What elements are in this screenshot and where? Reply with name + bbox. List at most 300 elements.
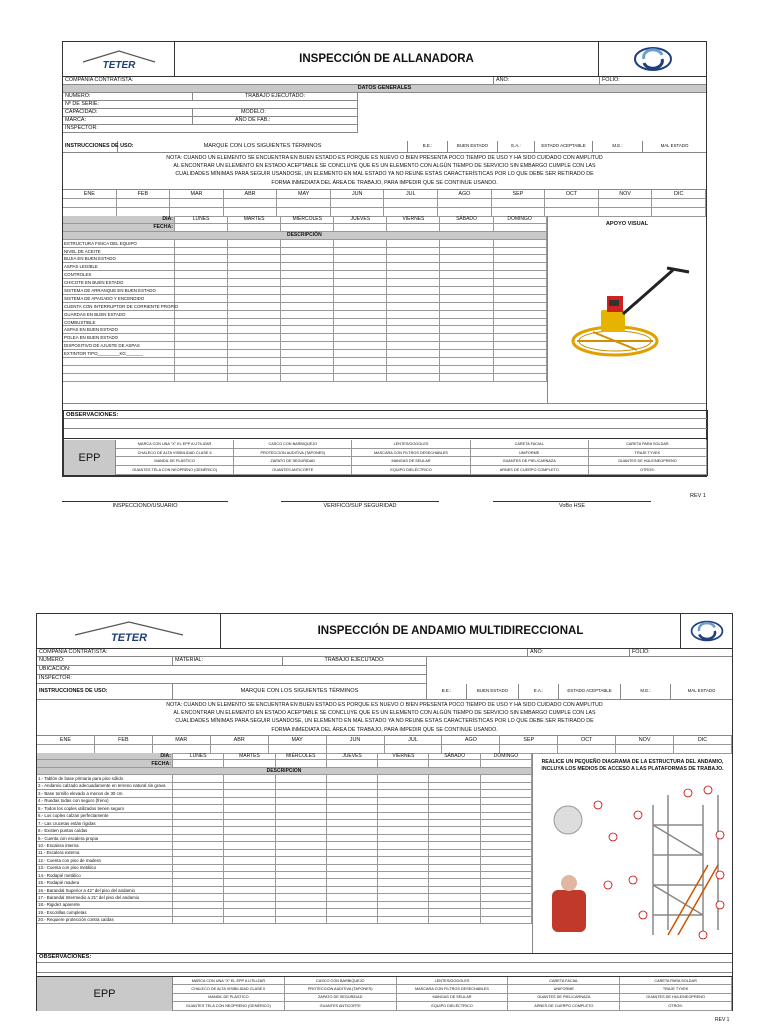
checklist-cell[interactable] <box>334 240 387 248</box>
checklist-cell[interactable] <box>440 255 493 263</box>
checklist-cell[interactable] <box>334 295 387 303</box>
empty-row-cell <box>175 366 228 374</box>
checklist-cell[interactable] <box>175 303 228 311</box>
checklist-cell[interactable] <box>481 894 532 901</box>
checklist-cell[interactable] <box>228 263 281 271</box>
epp-option[interactable]: GUANTES DE HULE/NEOPRENO <box>589 457 707 466</box>
checklist-cell[interactable] <box>224 783 275 790</box>
checklist-cell[interactable] <box>481 872 532 879</box>
checklist-cell[interactable] <box>387 326 440 334</box>
epp-option[interactable]: EQUIPO DIELÉCTRICO <box>352 466 470 475</box>
checklist-cell[interactable] <box>173 879 224 886</box>
checklist-cell[interactable] <box>281 350 334 358</box>
checklist-cell[interactable] <box>281 248 334 256</box>
checklist-cell[interactable] <box>429 783 480 790</box>
epp-option[interactable]: MANGAS DE SEULAR <box>352 457 470 466</box>
material-label: MATERIAL: <box>173 657 283 666</box>
checklist-cell[interactable] <box>224 872 275 879</box>
checklist-cell[interactable] <box>276 842 327 849</box>
epp-option[interactable]: GUANTES ANTICORTE <box>234 466 352 475</box>
checklist-cell[interactable] <box>378 909 429 916</box>
checklist-cell[interactable] <box>387 263 440 271</box>
epp-option[interactable]: CARETA PARA SOLDAR <box>589 440 707 449</box>
checklist-cell[interactable] <box>387 334 440 342</box>
checklist-cell[interactable] <box>334 248 387 256</box>
checklist-cell[interactable] <box>429 813 480 820</box>
checklist-cell[interactable] <box>429 872 480 879</box>
checklist-cell[interactable] <box>224 917 275 924</box>
checklist-cell[interactable] <box>327 865 378 872</box>
checklist-cell[interactable] <box>327 857 378 864</box>
checklist-cell[interactable] <box>224 798 275 805</box>
checklist-cell[interactable] <box>440 271 493 279</box>
checklist-cell[interactable] <box>387 342 440 350</box>
checklist-cell[interactable] <box>429 865 480 872</box>
checklist-cell[interactable] <box>387 271 440 279</box>
checklist-cell[interactable] <box>378 835 429 842</box>
checklist-cell[interactable] <box>173 813 224 820</box>
checklist-cell[interactable] <box>387 303 440 311</box>
epp-option[interactable]: ARNES DE CUERPO COMPLETO <box>471 466 589 475</box>
checklist-cell[interactable] <box>378 872 429 879</box>
checklist-cell[interactable] <box>173 798 224 805</box>
checklist-cell[interactable] <box>481 909 532 916</box>
checklist-cell[interactable] <box>276 879 327 886</box>
checklist-cell[interactable] <box>228 334 281 342</box>
checklist-cell[interactable] <box>378 857 429 864</box>
checklist-cell[interactable] <box>481 902 532 909</box>
checklist-cell[interactable] <box>173 805 224 812</box>
checklist-cell[interactable] <box>281 279 334 287</box>
checklist-cell[interactable] <box>494 326 547 334</box>
checklist-cell[interactable] <box>429 879 480 886</box>
checklist-cell[interactable] <box>494 295 547 303</box>
checklist-cell[interactable] <box>429 902 480 909</box>
checklist-cell[interactable] <box>175 279 228 287</box>
checklist-cell[interactable] <box>440 263 493 271</box>
checklist-cell[interactable] <box>494 248 547 256</box>
epp-option[interactable]: MARCA CON UNA "X" EL EPP A UTILIZAR <box>116 440 234 449</box>
checklist-cell[interactable] <box>387 295 440 303</box>
epp-option[interactable]: MARCA CON UNA "X" EL EPP A UTILIZAR <box>173 977 285 985</box>
epp-option[interactable]: LENTES/GOGGLES <box>397 977 509 985</box>
checklist-cell[interactable] <box>173 835 224 842</box>
checklist-cell[interactable] <box>173 842 224 849</box>
day-header: MARTES <box>228 216 281 224</box>
checklist-cell[interactable] <box>440 319 493 327</box>
checklist-cell[interactable] <box>224 879 275 886</box>
checklist-cell[interactable] <box>327 783 378 790</box>
checklist-cell[interactable] <box>281 287 334 295</box>
checklist-cell[interactable] <box>175 326 228 334</box>
epp-option[interactable]: UNIFORME <box>471 449 589 458</box>
checklist-cell[interactable] <box>494 303 547 311</box>
epp-option[interactable]: GUANTES TELA CON NEOPRENO (GENÉRICO) <box>116 466 234 475</box>
checklist-cell[interactable] <box>228 350 281 358</box>
checklist-cell[interactable] <box>327 842 378 849</box>
checklist-cell[interactable] <box>327 835 378 842</box>
checklist-cell[interactable] <box>429 917 480 924</box>
checklist-cell[interactable] <box>327 917 378 924</box>
checklist-cell[interactable] <box>327 805 378 812</box>
epp-option[interactable]: CARETA PARA SOLDAR <box>620 977 732 985</box>
checklist-cell[interactable] <box>334 263 387 271</box>
checklist-cell[interactable] <box>175 240 228 248</box>
checklist-cell[interactable] <box>429 775 480 782</box>
checklist-cell[interactable] <box>387 248 440 256</box>
checklist-cell[interactable] <box>327 879 378 886</box>
checklist-cell[interactable] <box>387 255 440 263</box>
checklist-cell[interactable] <box>494 342 547 350</box>
checklist-cell[interactable] <box>327 775 378 782</box>
checklist-cell[interactable] <box>494 271 547 279</box>
checklist-cell[interactable] <box>334 303 387 311</box>
checklist-cell[interactable] <box>378 902 429 909</box>
checklist-cell[interactable] <box>281 240 334 248</box>
checklist-cell[interactable] <box>378 827 429 834</box>
epp-option[interactable]: OTROS: <box>620 1002 732 1010</box>
checklist-cell[interactable] <box>224 857 275 864</box>
checklist-cell[interactable] <box>224 887 275 894</box>
checklist-cell[interactable] <box>175 350 228 358</box>
epp-option[interactable]: TRAJE TYVEK <box>589 449 707 458</box>
checklist-cell[interactable] <box>429 805 480 812</box>
checklist-cell[interactable] <box>175 295 228 303</box>
checklist-cell[interactable] <box>276 857 327 864</box>
checklist-cell[interactable] <box>334 326 387 334</box>
checklist-cell[interactable] <box>276 798 327 805</box>
checklist-cell[interactable] <box>173 894 224 901</box>
checklist-cell[interactable] <box>429 835 480 842</box>
checklist-cell[interactable] <box>481 827 532 834</box>
checklist-cell[interactable] <box>481 820 532 827</box>
checklist-cell[interactable] <box>481 775 532 782</box>
checklist-cell[interactable] <box>494 255 547 263</box>
checklist-cell[interactable] <box>481 879 532 886</box>
epp-option[interactable]: CHALECO DE ALTA VISIBILIDAD CLASE II <box>173 985 285 993</box>
checklist-cell[interactable] <box>494 279 547 287</box>
checklist-cell[interactable] <box>173 865 224 872</box>
checklist-cell[interactable] <box>327 902 378 909</box>
checklist-cell[interactable] <box>494 350 547 358</box>
checklist-cell[interactable] <box>387 350 440 358</box>
checklist-cell[interactable] <box>173 887 224 894</box>
epp-option[interactable]: GUANTES TELA CON NEOPRENO (GENÉRICO) <box>173 1002 285 1010</box>
checklist-cell[interactable] <box>281 311 334 319</box>
checklist-cell[interactable] <box>378 783 429 790</box>
checklist-cell[interactable] <box>228 248 281 256</box>
checklist-cell[interactable] <box>481 865 532 872</box>
epp-option[interactable]: MANDIL DE PLÁSTICO <box>173 994 285 1002</box>
checklist-cell[interactable] <box>481 790 532 797</box>
checklist-cell[interactable] <box>228 240 281 248</box>
checklist-cell[interactable] <box>378 805 429 812</box>
epp-option[interactable]: CASCO CON BARBIQUEJO <box>285 977 397 985</box>
checklist-cell[interactable] <box>481 887 532 894</box>
epp-option[interactable]: CARETA FACIAL <box>508 977 620 985</box>
checklist-cell[interactable] <box>173 872 224 879</box>
checklist-cell[interactable] <box>276 805 327 812</box>
checklist-cell[interactable] <box>276 902 327 909</box>
checklist-cell[interactable] <box>429 827 480 834</box>
checklist-cell[interactable] <box>173 790 224 797</box>
checklist-cell[interactable] <box>276 820 327 827</box>
checklist-cell[interactable] <box>228 295 281 303</box>
checklist-cell[interactable] <box>281 303 334 311</box>
checklist-cell[interactable] <box>334 342 387 350</box>
checklist-cell[interactable] <box>429 887 480 894</box>
checklist-cell[interactable] <box>378 813 429 820</box>
epp-option[interactable]: UNIFORME <box>508 985 620 993</box>
day-header: JUEVES <box>327 753 378 760</box>
checklist-cell[interactable] <box>276 872 327 879</box>
epp-option[interactable]: ZAPATO DE SEGURIDAD <box>234 457 352 466</box>
checklist-cell[interactable] <box>173 902 224 909</box>
checklist-cell[interactable] <box>224 805 275 812</box>
checklist-cell[interactable] <box>494 319 547 327</box>
checklist-cell[interactable] <box>175 248 228 256</box>
epp-option[interactable]: MANDIL DE PLÁSTICO <box>116 457 234 466</box>
checklist-cell[interactable] <box>334 334 387 342</box>
checklist-cell[interactable] <box>173 917 224 924</box>
checklist-cell[interactable] <box>175 342 228 350</box>
checklist-cell[interactable] <box>481 850 532 857</box>
checklist-cell[interactable] <box>494 287 547 295</box>
checklist-cell[interactable] <box>228 326 281 334</box>
checklist-cell[interactable] <box>228 255 281 263</box>
checklist-cell[interactable] <box>334 271 387 279</box>
checklist-cell[interactable] <box>334 350 387 358</box>
checklist-cell[interactable] <box>175 271 228 279</box>
checklist-cell[interactable] <box>276 827 327 834</box>
checklist-cell[interactable] <box>327 887 378 894</box>
checklist-item-label: EXTINTOR TIPO_________KG_______ <box>63 350 175 358</box>
checklist-cell[interactable] <box>327 894 378 901</box>
checklist-cell[interactable] <box>440 334 493 342</box>
empty-row-cell <box>334 374 387 382</box>
fecha-label: FECHA: <box>37 760 173 767</box>
checklist-cell[interactable] <box>224 827 275 834</box>
checklist-cell[interactable] <box>387 287 440 295</box>
checklist-cell[interactable] <box>175 287 228 295</box>
checklist-cell[interactable] <box>228 279 281 287</box>
checklist-cell[interactable] <box>173 775 224 782</box>
checklist-cell[interactable] <box>276 909 327 916</box>
checklist-cell[interactable] <box>224 909 275 916</box>
checklist-cell[interactable] <box>175 311 228 319</box>
epp-option[interactable]: MANGAS DE SEULAR <box>397 994 509 1002</box>
checklist-cell[interactable] <box>173 783 224 790</box>
checklist-cell[interactable] <box>481 917 532 924</box>
empty-row-cell <box>63 366 175 374</box>
checklist-cell[interactable] <box>334 287 387 295</box>
checklist-cell[interactable] <box>175 319 228 327</box>
checklist-cell[interactable] <box>281 263 334 271</box>
epp-option[interactable]: GUANTES DE PIEL/CARNAZA <box>508 994 620 1002</box>
checklist-cell[interactable] <box>224 865 275 872</box>
checklist-cell[interactable] <box>327 850 378 857</box>
checklist-cell[interactable] <box>334 319 387 327</box>
checklist-cell[interactable] <box>440 295 493 303</box>
checklist-cell[interactable] <box>481 842 532 849</box>
checklist-cell[interactable] <box>481 783 532 790</box>
epp-option[interactable]: GUANTES DE PIEL/CARNAZA <box>471 457 589 466</box>
checklist-cell[interactable] <box>173 909 224 916</box>
checklist-cell[interactable] <box>481 857 532 864</box>
checklist-cell[interactable] <box>276 783 327 790</box>
checklist-cell[interactable] <box>224 813 275 820</box>
checklist-cell[interactable] <box>378 798 429 805</box>
checklist-cell[interactable] <box>334 311 387 319</box>
checklist-cell[interactable] <box>429 842 480 849</box>
checklist-cell[interactable] <box>440 248 493 256</box>
checklist-cell[interactable] <box>228 311 281 319</box>
checklist-cell[interactable] <box>281 319 334 327</box>
checklist-cell[interactable] <box>173 857 224 864</box>
checklist-cell[interactable] <box>175 255 228 263</box>
empty-row-cell <box>63 374 175 382</box>
checklist-cell[interactable] <box>481 835 532 842</box>
checklist-cell[interactable] <box>175 263 228 271</box>
descripcion-header: DESCRIPCION <box>37 768 532 775</box>
checklist-cell[interactable] <box>327 820 378 827</box>
trabajo-label: TRABAJO EJECUTADO: <box>193 93 358 101</box>
epp-option[interactable]: LENTES/GOGGLES <box>352 440 470 449</box>
checklist-cell[interactable] <box>481 798 532 805</box>
checklist-cell[interactable] <box>327 790 378 797</box>
checklist-cell[interactable] <box>173 820 224 827</box>
checklist-cell[interactable] <box>378 775 429 782</box>
checklist-cell[interactable] <box>429 894 480 901</box>
checklist-cell[interactable] <box>224 850 275 857</box>
checklist-cell[interactable] <box>494 263 547 271</box>
epp-option[interactable]: GUANTES DE HULE/NEOPRENO <box>620 994 732 1002</box>
checklist-cell[interactable] <box>440 342 493 350</box>
epp-option[interactable]: MASCARA CON FILTROS DESECHABLES <box>397 985 509 993</box>
checklist-cell[interactable] <box>224 820 275 827</box>
checklist-cell[interactable] <box>276 850 327 857</box>
checklist-cell[interactable] <box>334 255 387 263</box>
checklist-cell[interactable] <box>281 295 334 303</box>
checklist-cell[interactable] <box>327 872 378 879</box>
checklist-cell[interactable] <box>440 326 493 334</box>
checklist-cell[interactable] <box>276 865 327 872</box>
checklist-cell[interactable] <box>173 827 224 834</box>
checklist-cell[interactable] <box>494 311 547 319</box>
checklist-cell[interactable] <box>224 902 275 909</box>
epp-option[interactable]: CASCO CON BARBIQUEJO <box>234 440 352 449</box>
fecha-label: FECHA: <box>63 224 175 232</box>
epp-option[interactable]: PROTECCION AUDITIVA (TAPONES) <box>234 449 352 458</box>
checklist-cell[interactable] <box>276 917 327 924</box>
checklist-cell[interactable] <box>378 865 429 872</box>
checklist-cell[interactable] <box>387 279 440 287</box>
epp-option[interactable]: OTROS: <box>589 466 707 475</box>
checklist-cell[interactable] <box>276 835 327 842</box>
checklist-cell[interactable] <box>429 798 480 805</box>
checklist-cell[interactable] <box>494 240 547 248</box>
checklist-cell[interactable] <box>224 835 275 842</box>
epp-option[interactable]: TRAJE TYVEK <box>620 985 732 993</box>
epp-option[interactable]: CARETA FACIAL <box>471 440 589 449</box>
checklist-cell[interactable] <box>228 287 281 295</box>
empty-row-cell <box>228 366 281 374</box>
checklist-cell[interactable] <box>276 894 327 901</box>
checklist-cell[interactable] <box>281 271 334 279</box>
checklist-cell[interactable] <box>378 850 429 857</box>
usage-note: NOTA: CUANDO UN ELEMENTO SE ENCUENTRA EN BUEN ESTADO ES PORQUE ES NUEVO O BIEN PRESENTA POCO TIEMPO DE USO Y HA SIDO CUIDADO CON AMPLITUD AL ENCONTRAR UN ELEMENTO EN ESTADO ACEPTABLE SE CONCLUYE QUE ES UN ELEMENTO CON ALGÚN TIEMPO DE SERVICIO SIN EMBARGO CUMPLE CON LAS CUALIDADES MÍNIMAS PARA SEGUIR USANDOSE, UN ELEMENTO EN MAL ESTADO YA NO REUNE ESTAS CARACTERÍSTICAS POR LO QUE DEBE SER RETIRADO DE FORMA INMEDIATA DEL ÁREA DE TRABAJO, PARA IMPEDIR QUE SE CONTINUE USANDO. <box>166 702 603 733</box>
checklist-cell[interactable] <box>334 279 387 287</box>
checklist-cell[interactable] <box>276 775 327 782</box>
checklist-cell[interactable] <box>378 879 429 886</box>
epp-option[interactable]: ARNES DE CUERPO COMPLETO <box>508 1002 620 1010</box>
checklist-cell[interactable] <box>327 813 378 820</box>
checklist-cell[interactable] <box>387 240 440 248</box>
checklist-cell[interactable] <box>429 857 480 864</box>
checklist-cell[interactable] <box>281 334 334 342</box>
epp-option[interactable]: EQUIPO DIELÉCTRICO <box>397 1002 509 1010</box>
checklist-cell[interactable] <box>440 303 493 311</box>
checklist-cell[interactable] <box>281 255 334 263</box>
checklist-cell[interactable] <box>224 775 275 782</box>
checklist-cell[interactable] <box>378 917 429 924</box>
checklist-cell[interactable] <box>173 850 224 857</box>
checklist-cell[interactable] <box>440 279 493 287</box>
checklist-cell[interactable] <box>228 342 281 350</box>
epp-option[interactable]: PROTECCION AUDITIVA (TAPONES) <box>285 985 397 993</box>
checklist-cell[interactable] <box>327 798 378 805</box>
checklist-cell[interactable] <box>378 894 429 901</box>
epp-option[interactable]: CHALECO DE ALTA VISIBILIDAD CLASE II <box>116 449 234 458</box>
checklist-cell[interactable] <box>429 850 480 857</box>
checklist-cell[interactable] <box>228 271 281 279</box>
checklist-cell[interactable] <box>378 790 429 797</box>
checklist-cell[interactable] <box>281 342 334 350</box>
checklist-cell[interactable] <box>281 326 334 334</box>
checklist-cell[interactable] <box>327 827 378 834</box>
checklist-cell[interactable] <box>276 813 327 820</box>
checklist-cell[interactable] <box>228 303 281 311</box>
checklist-cell[interactable] <box>276 887 327 894</box>
epp-option[interactable]: MASCARA CON FILTROS DESECHABLES <box>352 449 470 458</box>
checklist-cell[interactable] <box>224 790 275 797</box>
checklist-cell[interactable] <box>228 319 281 327</box>
checklist-cell[interactable] <box>481 813 532 820</box>
checklist-cell[interactable] <box>276 790 327 797</box>
inspector-label: INSPECTOR: <box>37 675 427 684</box>
checklist-cell[interactable] <box>429 820 480 827</box>
checklist-cell[interactable] <box>494 334 547 342</box>
checklist-cell[interactable] <box>481 805 532 812</box>
epp-option[interactable]: GUANTES ANTICORTE <box>285 1002 397 1010</box>
checklist-cell[interactable] <box>224 894 275 901</box>
checklist-cell[interactable] <box>175 334 228 342</box>
checklist-cell[interactable] <box>440 350 493 358</box>
checklist-cell[interactable] <box>224 842 275 849</box>
checklist-cell[interactable] <box>387 319 440 327</box>
epp-option[interactable]: ZAPATO DE SEGURIDAD <box>285 994 397 1002</box>
checklist-cell[interactable] <box>387 311 440 319</box>
checklist-cell[interactable] <box>378 820 429 827</box>
checklist-cell[interactable] <box>440 311 493 319</box>
checklist-cell[interactable] <box>429 790 480 797</box>
checklist-cell[interactable] <box>440 240 493 248</box>
checklist-cell[interactable] <box>378 842 429 849</box>
checklist-cell[interactable] <box>327 909 378 916</box>
checklist-cell[interactable] <box>429 909 480 916</box>
checklist-cell[interactable] <box>378 887 429 894</box>
checklist-cell[interactable] <box>440 287 493 295</box>
